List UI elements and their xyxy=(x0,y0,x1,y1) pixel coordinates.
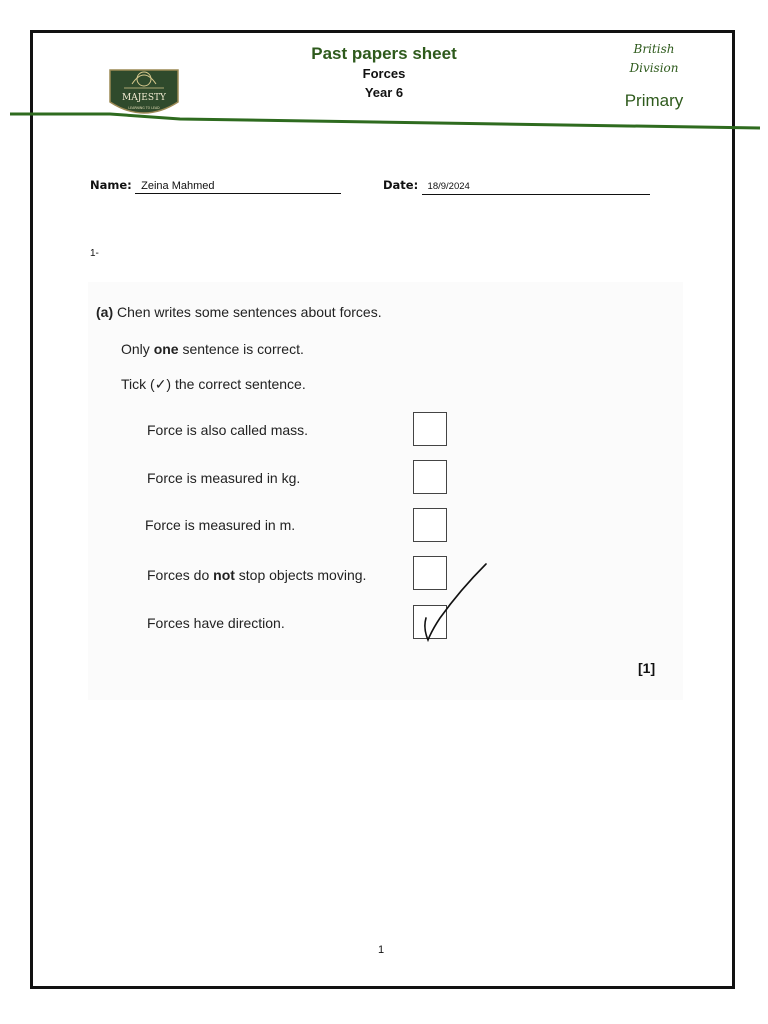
instruction-pre: Only xyxy=(121,341,154,357)
option-4-text-post: stop objects moving. xyxy=(234,567,367,583)
instruction-emphasis: one xyxy=(153,341,179,357)
sheet-subject: Forces xyxy=(362,66,406,81)
date-value[interactable]: 18/9/2024 xyxy=(422,180,650,195)
name-label: Name: xyxy=(90,178,132,192)
header-title-block xyxy=(270,44,498,102)
date-label: Date: xyxy=(383,178,419,192)
question-instruction xyxy=(121,341,304,357)
logo-tagline: LEARNING TO LEAD xyxy=(128,106,160,110)
section-label: Primary xyxy=(624,91,684,110)
question-prompt xyxy=(96,304,382,320)
logo-wordmark: MAJESTY xyxy=(121,93,167,103)
option-1-text: Force is also called mass. xyxy=(147,422,309,438)
question-number: 1- xyxy=(90,248,99,259)
instruction-post: sentence is correct. xyxy=(178,341,304,357)
division-line-1: British xyxy=(633,42,675,56)
division-line-2: Division xyxy=(629,61,679,75)
option-3-text: Force is measured in m. xyxy=(145,517,296,533)
tick-instruction: Tick (✓) the correct sentence. xyxy=(121,376,306,392)
name-field xyxy=(90,178,341,194)
marks-allocation: [1] xyxy=(638,660,656,676)
option-5-text: Forces have direction. xyxy=(147,615,285,631)
option-4-emphasis: not xyxy=(213,567,235,583)
division-block xyxy=(612,40,696,111)
sheet-title: Past papers sheet xyxy=(311,44,457,63)
school-logo xyxy=(104,62,184,120)
option-2-tick-box[interactable] xyxy=(413,460,447,494)
option-5-tick-box[interactable] xyxy=(413,605,447,639)
option-2-text: Force is measured in kg. xyxy=(147,470,301,486)
page-number: 1 xyxy=(378,944,385,956)
option-4-tick-box[interactable] xyxy=(413,556,447,590)
question-prompt-text: Chen writes some sentences about forces. xyxy=(117,304,382,320)
name-value[interactable]: Zeina Mahmed xyxy=(135,179,341,194)
option-1-tick-box[interactable] xyxy=(413,412,447,446)
option-3-tick-box[interactable] xyxy=(413,508,447,542)
option-4-text-pre: Forces do xyxy=(147,567,214,583)
option-4-text xyxy=(147,567,366,583)
question-part-label: (a) xyxy=(96,304,114,320)
sheet-year: Year 6 xyxy=(364,85,404,100)
date-field xyxy=(383,178,650,195)
